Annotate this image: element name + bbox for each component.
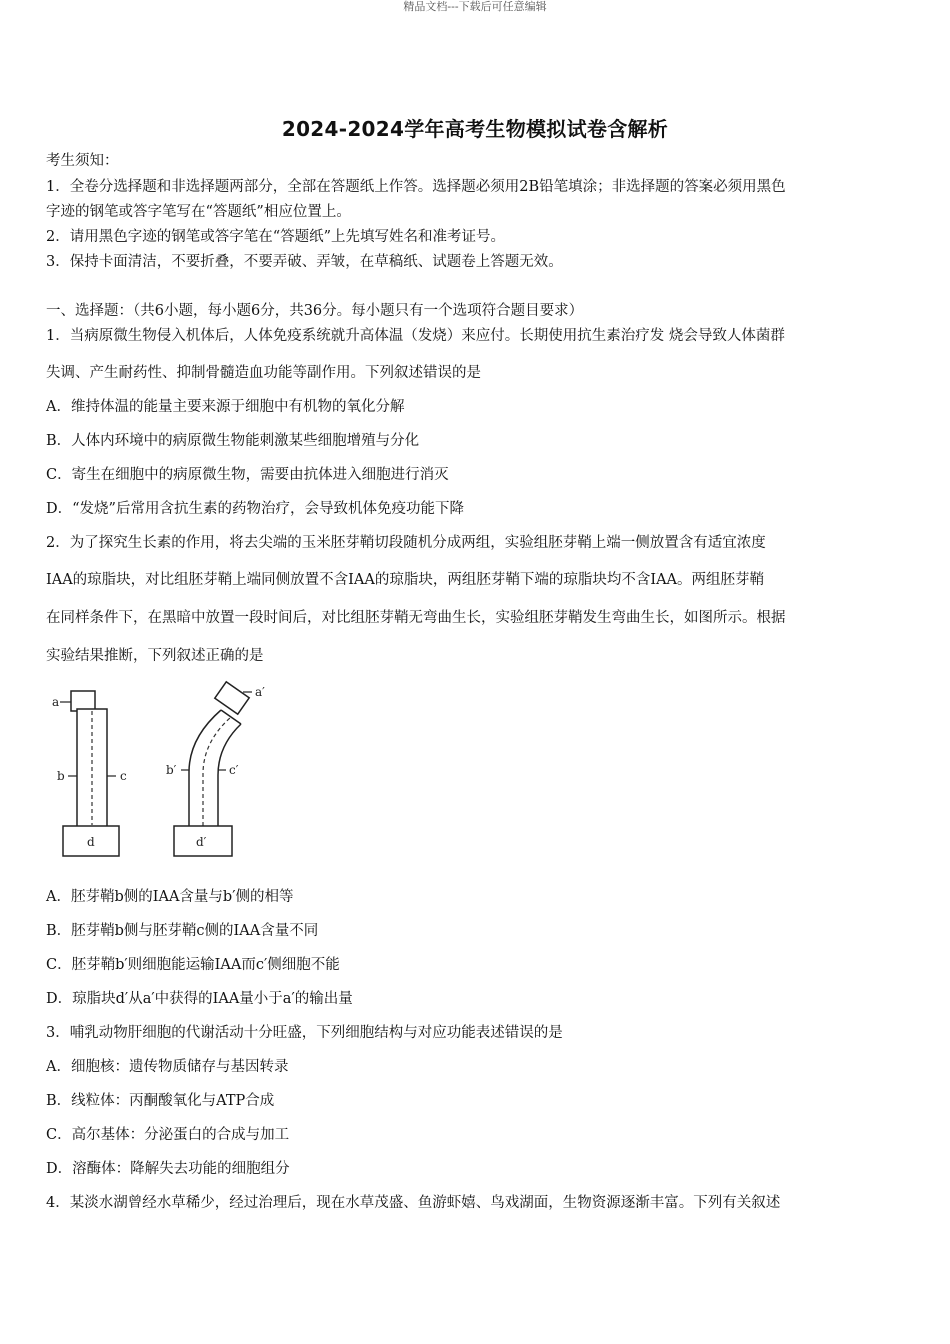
section-heading: 一、选择题：（共6小题，每小题6分，共36分。每小题只有一个选项符合题目要求） [46,303,584,319]
q1-stem: 1．当病原微生物侵入机体后，人体免疫系统就升高体温（发烧）来应付。长期使用抗生素治疗发 烧会导致人体菌群 [46,328,785,344]
label-b-prime: b′ [166,763,177,777]
coleoptile-figure [46,680,286,860]
notice-item: 字迹的钢笔或答字笔写在“答题纸”相应位置上。 [46,204,351,220]
label-d-prime: d′ [196,835,207,849]
q2-option-c: C．胚芽鞘b′则细胞能运输IAA而c′侧细胞不能 [46,957,340,973]
label-c: c [120,769,127,783]
q3-stem: 3．哺乳动物肝细胞的代谢活动十分旺盛，下列细胞结构与对应功能表述错误的是 [46,1025,563,1041]
label-b: b [57,769,65,783]
notice-item: 1．全卷分选择题和非选择题两部分，全部在答题纸上作答。选择题必须用2B铅笔填涂；非选择题的答案必须用黑色 [46,179,786,195]
q1-option-c: C．寄生在细胞中的病原微生物，需要由抗体进入细胞进行消灭 [46,467,449,483]
q3-option-d: D．溶酶体：降解失去功能的细胞组分 [46,1161,290,1177]
q2-option-d: D．琼脂块d′从a′中获得的IAA量小于a′的输出量 [46,991,353,1007]
label-c-prime: c′ [229,763,239,777]
coleoptile-diagram [46,680,286,860]
notice-item: 3．保持卡面清洁，不要折叠，不要弄破、弄皱，在草稿纸、试题卷上答题无效。 [46,254,563,270]
q1-option-a: A．维持体温的能量主要来源于细胞中有机物的氧化分解 [46,399,405,415]
q3-option-b: B．线粒体：丙酮酸氧化与ATP合成 [46,1093,275,1109]
page-title: 2024-2024学年高考生物模拟试卷含解析 [281,117,669,141]
dashed-midline-curved [203,717,231,826]
agar-block-a [71,691,95,711]
q3-option-a: A．细胞核：遗传物质储存与基因转录 [46,1059,289,1075]
q1-stem: 失调、产生耐药性、抑制骨髓造血功能等副作用。下列叙述错误的是 [46,365,481,381]
header-note: 精品文档---下载后可任意编辑 [403,0,547,13]
q2-stem: 在同样条件下，在黑暗中放置一段时间后，对比组胚芽鞘无弯曲生长，实验组胚芽鞘发生弯曲生长，如图所示。根据 [46,610,786,626]
label-d: d [87,835,95,849]
q2-stem: 实验结果推断，下列叙述正确的是 [46,648,264,664]
label-a: a [52,695,60,709]
coleoptile-left-edge [189,710,221,826]
label-a-prime: a′ [255,685,265,699]
q2-option-b: B．胚芽鞘b侧与胚芽鞘c侧的IAA含量不同 [46,923,319,939]
notice-heading: 考生须知： [46,153,119,169]
q2-stem: IAA的琼脂块，对比组胚芽鞘上端同侧放置不含IAA的琼脂块，两组胚芽鞘下端的琼脂块均不含IAA。两组胚芽鞘 [46,572,765,588]
q4-stem: 4．某淡水湖曾经水草稀少，经过治理后，现在水草茂盛、鱼游虾嬉、鸟戏湖面，生物资源逐渐丰富。下列有关叙述 [46,1195,781,1211]
agar-block-a-prime [215,682,249,714]
q1-option-d: D．“发烧”后常用含抗生素的药物治疗，会导致机体免疫功能下降 [46,501,464,517]
q3-option-c: C．高尔基体：分泌蛋白的合成与加工 [46,1127,290,1143]
q1-option-b: B．人体内环境中的病原微生物能刺激某些细胞增殖与分化 [46,433,420,449]
notice-item: 2．请用黑色字迹的钢笔或答字笔在“答题纸”上先填写姓名和准考证号。 [46,229,506,245]
q2-stem: 2．为了探究生长素的作用，将去尖端的玉米胚芽鞘切段随机分成两组，实验组胚芽鞘上端一侧放置含有适宜浓度 [46,535,766,551]
q2-option-a: A．胚芽鞘b侧的IAA含量与b′侧的相等 [46,889,294,905]
